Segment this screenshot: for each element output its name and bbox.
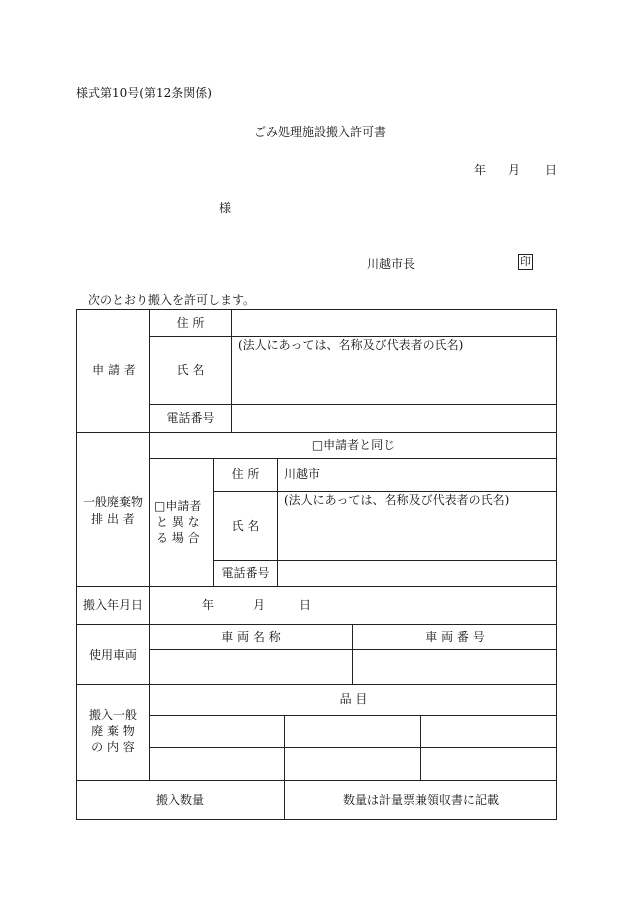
delivery-date-month: 月 <box>253 598 266 612</box>
waste-items-header: 品 目 <box>339 692 368 706</box>
applicant-name-field[interactable] <box>232 353 556 403</box>
different-from-applicant-line2: と 異 な <box>156 515 200 529</box>
different-from-applicant-line3: る 場 合 <box>156 531 200 545</box>
applicant-phone-field[interactable] <box>232 405 556 431</box>
waste-label-line3: の 内 容 <box>91 740 135 754</box>
applicant-phone-label: 電話番号 <box>166 411 215 425</box>
discharger-name-label: 氏 名 <box>231 519 260 533</box>
vehicle-number-header: 車 両 番 号 <box>425 630 485 644</box>
seal-mark-label: 印 <box>520 255 531 268</box>
document-title: ごみ処理施設搬入許可書 <box>254 125 387 139</box>
discharger-phone-field[interactable] <box>278 561 556 585</box>
quantity-label: 搬入数量 <box>155 793 204 807</box>
delivery-date-day: 日 <box>299 598 312 612</box>
same-as-applicant-checkbox[interactable]: □申請者と同じ <box>311 438 396 452</box>
discharger-label-line2: 排 出 者 <box>91 512 135 526</box>
date-day-label: 日 <box>545 163 558 177</box>
vehicle-name-header: 車 両 名 称 <box>221 630 281 644</box>
discharger-name-note: (法人にあっては、名称及び代表者の氏名) <box>284 493 510 507</box>
waste-label-line1: 搬入一般 <box>88 708 137 722</box>
intro-text: 次のとおり搬入を許可します。 <box>88 293 256 307</box>
recipient-honorific: 様 <box>219 201 232 215</box>
quantity-note: 数量は計量票兼領収書に記載 <box>342 793 499 807</box>
applicant-address-field[interactable] <box>232 310 556 336</box>
date-year-label: 年 <box>474 163 487 177</box>
discharger-label-line1: 一般廃棄物 <box>82 495 143 509</box>
date-month-label: 月 <box>508 163 521 177</box>
applicant-address-label: 住 所 <box>176 316 205 330</box>
vehicle-name-field[interactable] <box>150 650 352 684</box>
discharger-address-value[interactable]: 川越市 <box>284 467 321 481</box>
discharger-address-label: 住 所 <box>231 467 260 481</box>
vehicle-section-label: 使用車両 <box>88 648 137 662</box>
waste-label-line2: 廃 棄 物 <box>91 724 135 738</box>
different-from-applicant-line1[interactable]: □申請者 <box>154 499 202 513</box>
discharger-phone-label: 電話番号 <box>221 566 270 580</box>
vehicle-number-field[interactable] <box>353 650 557 684</box>
form-number: 様式第10号(第12条関係) <box>76 86 212 100</box>
permit-form-table <box>76 309 557 820</box>
applicant-name-label: 氏 名 <box>176 363 205 377</box>
delivery-date-label: 搬入年月日 <box>82 598 143 612</box>
delivery-date-year: 年 <box>202 598 215 612</box>
applicant-section-label: 申 請 者 <box>92 363 136 377</box>
applicant-name-note: (法人にあっては、名称及び代表者の氏名) <box>238 338 464 352</box>
seal-mark <box>518 254 533 270</box>
issuer-name: 川越市長 <box>367 257 416 271</box>
discharger-name-field[interactable] <box>278 508 556 559</box>
